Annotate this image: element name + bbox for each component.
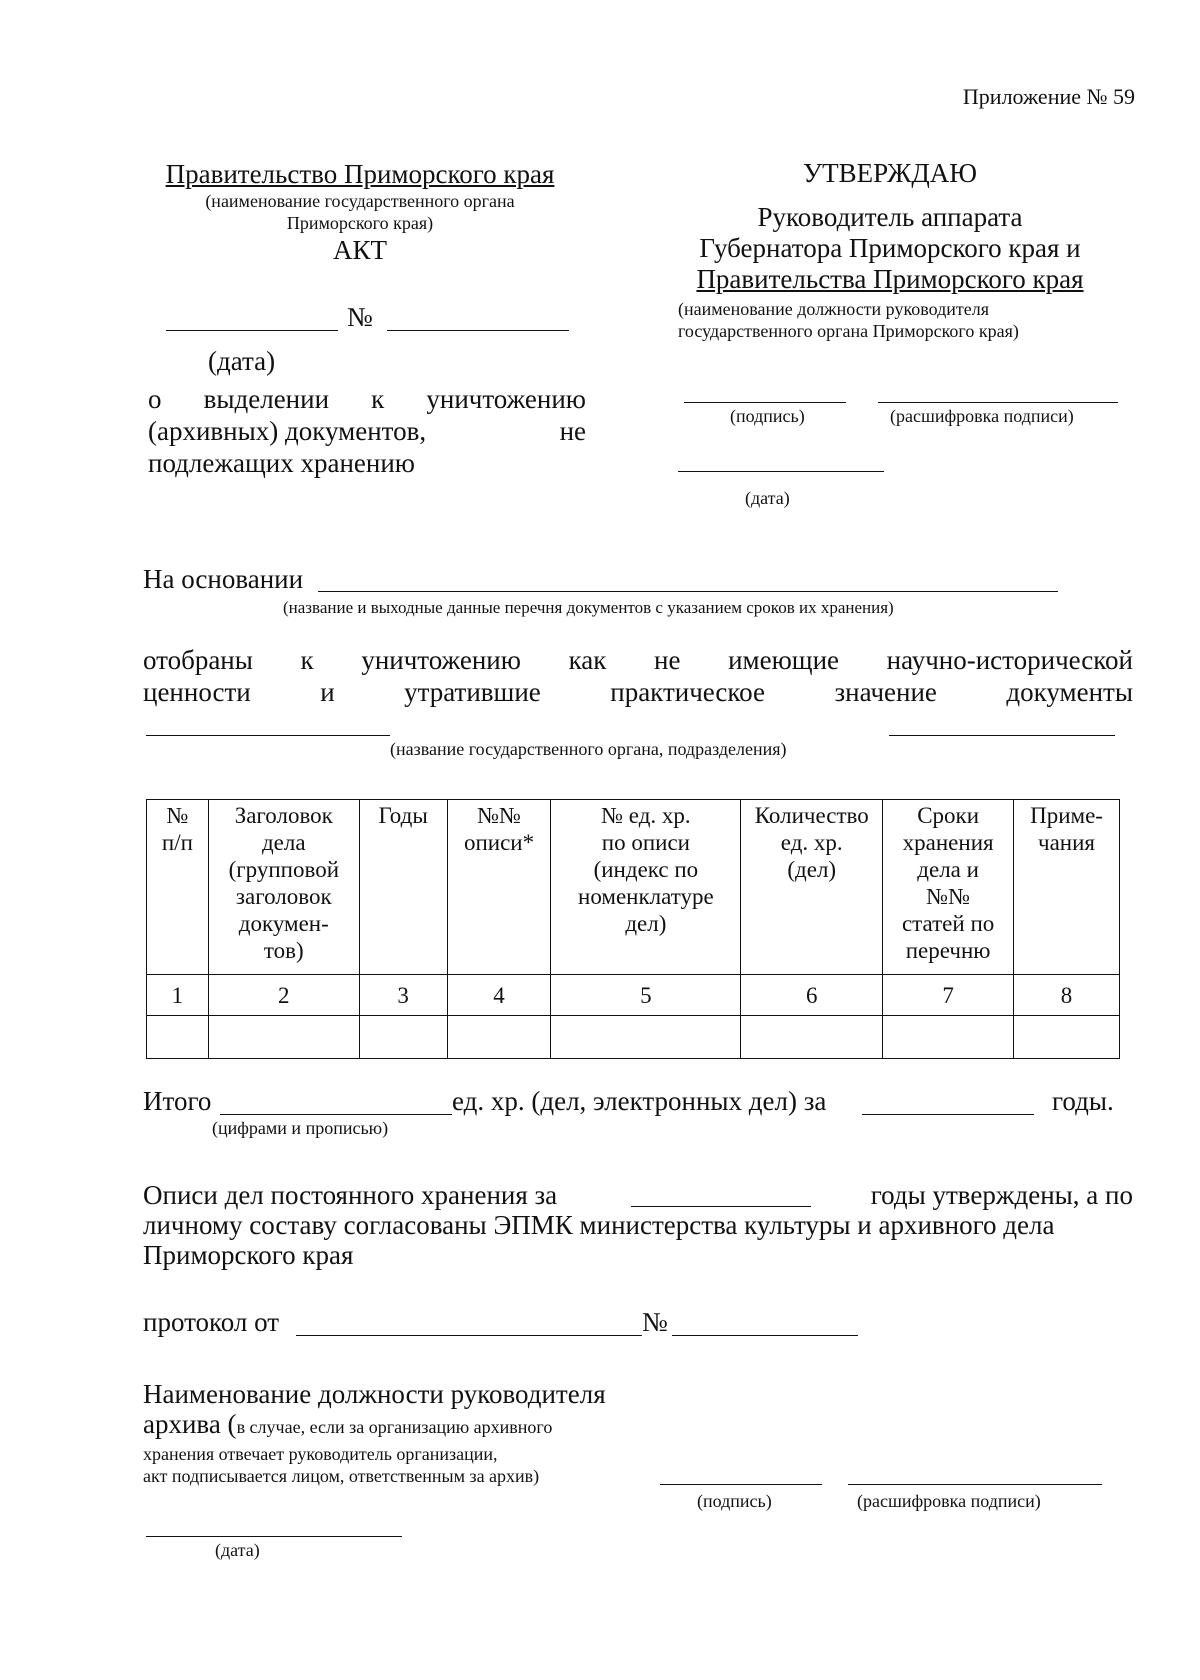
position-line-2: Губернатора Приморского края и (699, 233, 1081, 263)
subject-line-3 (148, 447, 586, 479)
inventory-line-3: Приморского края (143, 1240, 354, 1270)
archive-signature-line (660, 1484, 822, 1485)
left-header-block (145, 158, 575, 266)
basis-line (318, 591, 1058, 592)
archive-decode-caption: (расшифровка подписи) (857, 1491, 1041, 1511)
header-text: дела и (917, 857, 979, 882)
table-empty-row (147, 1016, 1120, 1059)
header-cell-title (208, 800, 359, 975)
act-title: АКТ (333, 235, 387, 265)
empty-cell (447, 1016, 551, 1059)
subject-line-1 (148, 383, 586, 415)
selected-word: утратившие (404, 677, 541, 707)
header-text: заголовок (235, 884, 332, 909)
inventory-line-2: личному составу согласованы ЭПМК министерства культуры и архивного дела (143, 1210, 1055, 1240)
right-header-block (665, 156, 1115, 295)
selected-word: и (320, 677, 335, 707)
protocol-label: протокол от (143, 1307, 280, 1337)
selected-word: не (654, 645, 681, 675)
number-cell: 1 (147, 975, 209, 1016)
selected-word: научно-исторической (886, 645, 1133, 675)
empty-cell (551, 1016, 741, 1059)
approve-decode-line (878, 402, 1118, 403)
header-text: Сроки (917, 803, 980, 828)
subject-word: выделении (203, 384, 330, 414)
subject-word: не (559, 416, 586, 446)
header-text: №№ (926, 884, 971, 909)
header-text: Заголовок (234, 803, 333, 828)
subject-word: уничтожению (426, 384, 586, 414)
archive-date-line (146, 1536, 402, 1537)
archive-line-1: Наименование должности руководителя (143, 1379, 606, 1409)
header-text: дел) (625, 911, 667, 936)
header-cell-quantity (741, 800, 883, 975)
total-line (220, 1114, 452, 1115)
table-header-row (147, 800, 1120, 975)
approve-date-caption: (дата) (745, 488, 790, 508)
approve-signature-caption: (подпись) (730, 406, 805, 426)
selected-word: уничтожению (361, 645, 521, 675)
header-text: статей по (901, 911, 995, 936)
selected-line-right (889, 735, 1115, 736)
act-date-caption: (дата) (208, 346, 276, 376)
number-cell: 3 (359, 975, 447, 1016)
header-text: номенклатуре (578, 884, 714, 909)
header-text: Годы (378, 803, 428, 828)
selected-line-left (146, 735, 390, 736)
header-text: № ед. хр. (601, 803, 691, 828)
basis-caption: (название и выходные данные перечня документов с указанием сроков их хранения) (283, 598, 894, 617)
inventory-end: годы утверждены, а по (870, 1180, 1133, 1210)
approve-date-line (678, 471, 884, 472)
position-caption-2: государственного органа Приморского края) (678, 321, 1019, 341)
header-text: тов) (263, 938, 304, 963)
header-cell-notes (1014, 800, 1120, 975)
header-text: № (166, 803, 189, 828)
subject-line-2 (148, 415, 586, 447)
inventory-start: Описи дел постоянного хранения за (143, 1180, 558, 1210)
selected-word: ценности (143, 677, 251, 707)
number-cell: 7 (883, 975, 1014, 1016)
empty-cell (147, 1016, 209, 1059)
documents-table (146, 799, 1120, 1059)
inventory-line-1 (143, 1180, 1133, 1210)
position-line-3: Правительства Приморского края (696, 264, 1084, 294)
org-caption-2: Приморского края) (286, 213, 434, 233)
total-years-line (862, 1114, 1034, 1115)
number-cell: 2 (208, 975, 359, 1016)
subject-word: подлежащих хранению (148, 448, 415, 478)
approve-decode-caption: (расшифровка подписи) (890, 406, 1074, 426)
archive-signature-caption: (подпись) (697, 1491, 772, 1511)
header-cell-number (147, 800, 209, 975)
org-name: Правительство Приморского края (165, 159, 555, 189)
header-cell-years (359, 800, 447, 975)
header-text: дела (261, 830, 306, 855)
archive-line-4: акт подписывается лицом, ответственным за архив) (143, 1466, 540, 1486)
header-text: (индекс по (593, 857, 699, 882)
number-cell: 5 (551, 975, 741, 1016)
header-text: чания (1038, 830, 1096, 855)
total-caption: (цифрами и прописью) (212, 1118, 389, 1138)
header-text: хранения (902, 830, 994, 855)
empty-cell (883, 1016, 1014, 1059)
empty-cell (1014, 1016, 1120, 1059)
selected-word: отобраны (143, 645, 253, 675)
number-cell: 6 (741, 975, 883, 1016)
archive-line-2-big: архива ( (143, 1409, 237, 1439)
archive-date-caption: (дата) (215, 1540, 260, 1560)
act-number-line (387, 330, 569, 331)
selected-word: значение (834, 677, 937, 707)
appendix-label: Приложение № 59 (962, 84, 1135, 109)
total-end: годы. (1052, 1086, 1114, 1116)
header-text: Количество (754, 803, 869, 828)
empty-cell (741, 1016, 883, 1059)
act-number-sign: № (347, 302, 373, 332)
archive-line-2-small: в случае, если за организацию архивного (236, 1417, 553, 1437)
header-text: Приме- (1030, 803, 1103, 828)
header-text: №№ (477, 803, 521, 828)
subject-word: о (148, 384, 162, 414)
subject-word: (архивных) документов, (148, 416, 427, 446)
total-middle: ед. хр. (дел, электронных дел) за (452, 1086, 827, 1116)
basis-label: На основании (143, 564, 304, 594)
approve-label: УТВЕРЖДАЮ (802, 158, 978, 188)
selected-word: к (300, 645, 314, 675)
act-subject (148, 383, 586, 479)
protocol-number-sign: № (642, 1307, 668, 1337)
selected-word: как (568, 645, 607, 675)
selected-line-1 (143, 644, 1133, 676)
org-caption-1: (наименование государственного органа (205, 191, 515, 211)
empty-cell (208, 1016, 359, 1059)
position-line-1: Руководитель аппарата (757, 202, 1023, 232)
header-text: п/п (161, 830, 193, 855)
table-number-row (147, 975, 1120, 1016)
inventory-years-line (631, 1206, 811, 1207)
inventory-text (143, 1180, 1133, 1270)
header-text: (групповой (228, 857, 339, 882)
archive-head-block (143, 1378, 663, 1487)
header-text: перечню (905, 938, 991, 963)
selected-text (143, 644, 1133, 708)
archive-line-2 (143, 1410, 663, 1443)
selected-word: документы (1006, 677, 1133, 707)
protocol-number-line (672, 1335, 858, 1336)
selected-word: имеющие (728, 645, 840, 675)
header-cell-unit-number (551, 800, 741, 975)
header-text: по описи (601, 830, 690, 855)
header-cell-retention (883, 800, 1014, 975)
header-text: ед. хр. (780, 830, 843, 855)
position-caption (678, 298, 1019, 342)
archive-decode-line (848, 1484, 1102, 1485)
selected-caption: (название государственного органа, подразделения) (390, 739, 787, 759)
header-text: описи* (463, 830, 535, 855)
approve-signature-line (684, 402, 846, 403)
subject-word: к (371, 384, 385, 414)
empty-cell (359, 1016, 447, 1059)
total-label: Итого (143, 1086, 212, 1116)
number-cell: 8 (1014, 975, 1120, 1016)
number-cell: 4 (447, 975, 551, 1016)
selected-word: практическое (610, 677, 765, 707)
position-caption-1: (наименование должности руководителя (678, 299, 990, 319)
protocol-date-line (296, 1335, 642, 1336)
header-cell-inventory (447, 800, 551, 975)
header-text: докумен- (238, 911, 329, 936)
archive-line-3: хранения отвечает руководитель организации, (143, 1444, 498, 1464)
header-text: (дел) (787, 857, 837, 882)
act-date-line (166, 330, 338, 331)
selected-line-2 (143, 676, 1133, 708)
